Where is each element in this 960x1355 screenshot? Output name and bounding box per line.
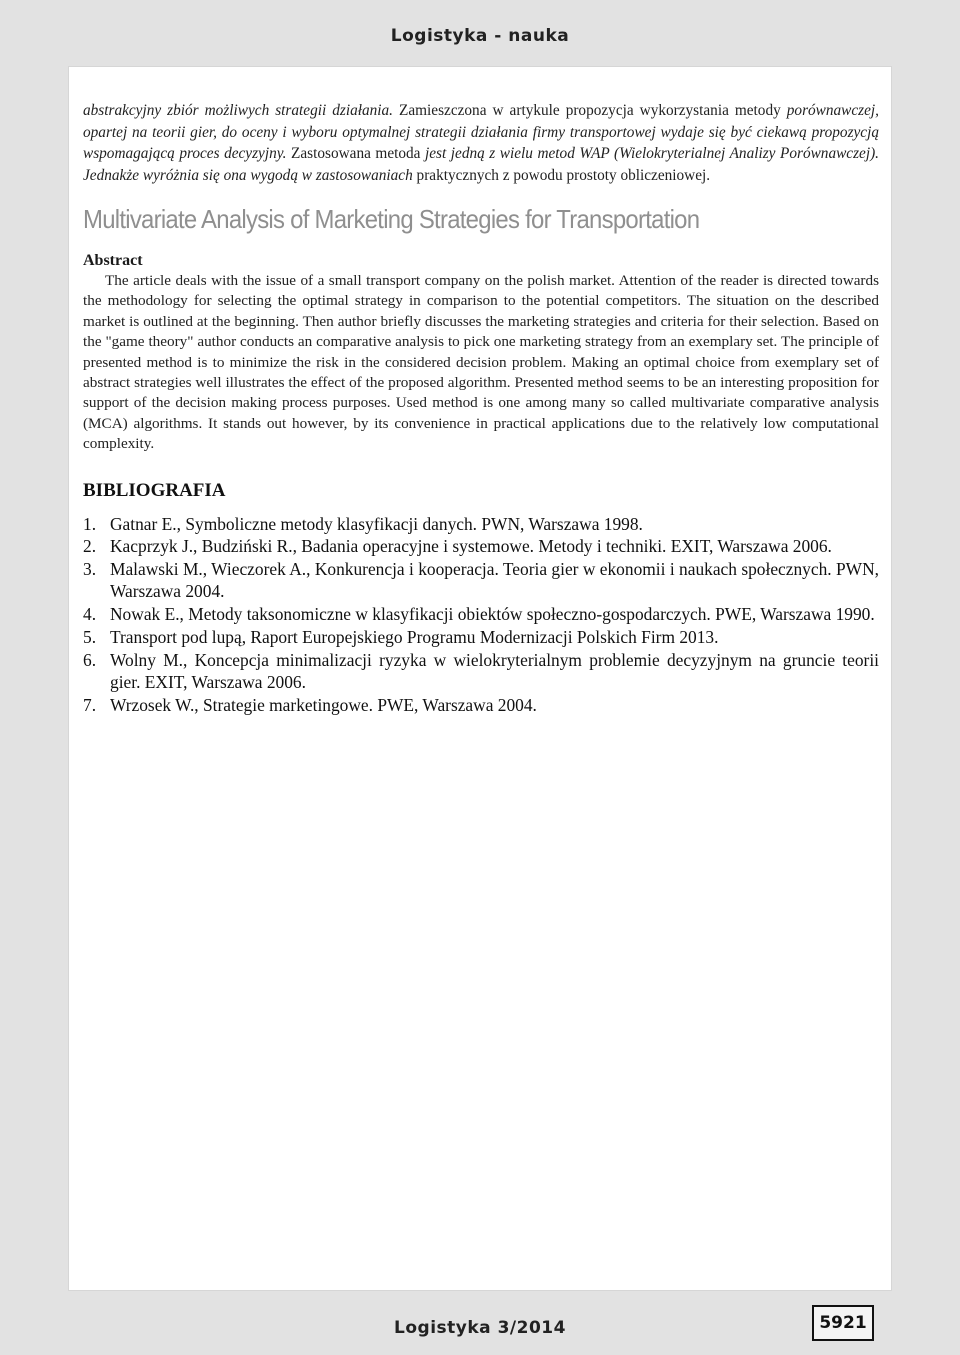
bibliography-item-number: 1. bbox=[83, 513, 97, 534]
bibliography-item-number: 5. bbox=[83, 627, 97, 648]
bibliography-item-text: Malawski M., Wieczorek A., Konkurencja i kooperacja. Teoria gier w ekonomii i naukach społecznych. PWN, Warszawa 2004. bbox=[110, 559, 879, 602]
bibliography-item-number: 4. bbox=[83, 604, 97, 625]
abstract-text: The article deals with the issue of a small transport company on the polish market. Attention of the reader is directed towards the methodology for selecting the optimal strategy in comparison to the potential competitors. The situation on the described market is outlined at the beginning. Then author briefly discusses the marketing strategies and criteria for their selection. Based on the "game theory" author conducts an comparative analysis to pick one marketing strategy from an exemplary set. The principle of presented method is to minimize the risk in the considered decision problem. Making an optimal choice from exemplary set of abstract strategies well illustrates the effect of the proposed algorithm. Presented method seems to be an interesting proposition for support of the decision making process purposes. Used method is one among many so called multivariate comparative analysis (MCA) algorithms. It stands out however, by its convenience in practical applications due to the relatively low computational complexity. bbox=[83, 272, 879, 453]
abstract-label: Abstract bbox=[83, 252, 143, 269]
page-content bbox=[83, 100, 879, 717]
english-title: Multivariate Analysis of Marketing Strategies for Transportation bbox=[83, 204, 700, 234]
page-number-box: 5921 bbox=[812, 1305, 874, 1341]
intro-plain-1: Zamieszczona w artykule propozycja wykorzystania metody bbox=[393, 102, 787, 119]
bibliography-item bbox=[83, 535, 879, 557]
bibliography-item-text: Nowak E., Metody taksonomiczne w klasyfikacji obiektów społeczno-gospodarczych. PWE, Warszawa 1990. bbox=[110, 604, 875, 625]
bibliography-heading: BIBLIOGRAFIA bbox=[83, 479, 226, 501]
bibliography-item bbox=[83, 694, 879, 716]
intro-paragraph bbox=[83, 100, 879, 186]
bibliography-item-number: 6. bbox=[83, 649, 97, 670]
bibliography-item bbox=[83, 513, 879, 535]
bibliography-item-text: Gatnar E., Symboliczne metody klasyfikacji danych. PWN, Warszawa 1998. bbox=[110, 513, 643, 534]
intro-italic-3: jest jedną z wielu metod WAP (Wielokryterialnej Analizy Porównawczej). Jednakże wyróżnia się ona wygodą w zastosowaniach bbox=[83, 145, 879, 184]
bibliography-item bbox=[83, 603, 879, 625]
intro-plain-2: Zastosowana metoda bbox=[286, 145, 425, 162]
bibliography-item-text: Kacprzyk J., Budziński R., Badania operacyjne i systemowe. Metody i techniki. EXIT, Warszawa 2006. bbox=[110, 536, 832, 557]
bibliography-item-number: 3. bbox=[83, 559, 97, 580]
bibliography-item-text: Wrzosek W., Strategie marketingowe. PWE, Warszawa 2004. bbox=[110, 694, 537, 715]
intro-italic-2: porównawczej, opartej na teorii gier, do oceny i wyboru optymalnej strategii działania firmy transportowej wydaje się być ciekawą propozycją wspomagającą proces decyzyjny. bbox=[83, 102, 879, 162]
intro-plain-3: praktycznych z powodu prostoty obliczeniowej. bbox=[412, 166, 711, 184]
bibliography-list bbox=[83, 513, 879, 716]
bibliography-item-number: 2. bbox=[83, 536, 97, 557]
bibliography-item-text: Wolny M., Koncepcja minimalizacji ryzyka w wielokryterialnym problemie decyzyjnym na gruncie teorii gier. EXIT, Warszawa 2006. bbox=[110, 649, 879, 693]
bibliography-item bbox=[83, 558, 879, 602]
bibliography-item-number: 7. bbox=[83, 694, 97, 715]
bibliography-item-text: Transport pod lupą, Raport Europejskiego Programu Modernizacji Polskich Firm 2013. bbox=[110, 627, 719, 648]
running-header: Logistyka - nauka bbox=[390, 26, 570, 46]
page-sheet bbox=[68, 66, 892, 1291]
bibliography-item bbox=[83, 626, 879, 648]
intro-italic-1: abstrakcyjny zbiór możliwych strategii działania. bbox=[83, 102, 393, 119]
running-footer: Logistyka 3/2014 bbox=[394, 1318, 566, 1338]
bibliography-item bbox=[83, 649, 879, 693]
